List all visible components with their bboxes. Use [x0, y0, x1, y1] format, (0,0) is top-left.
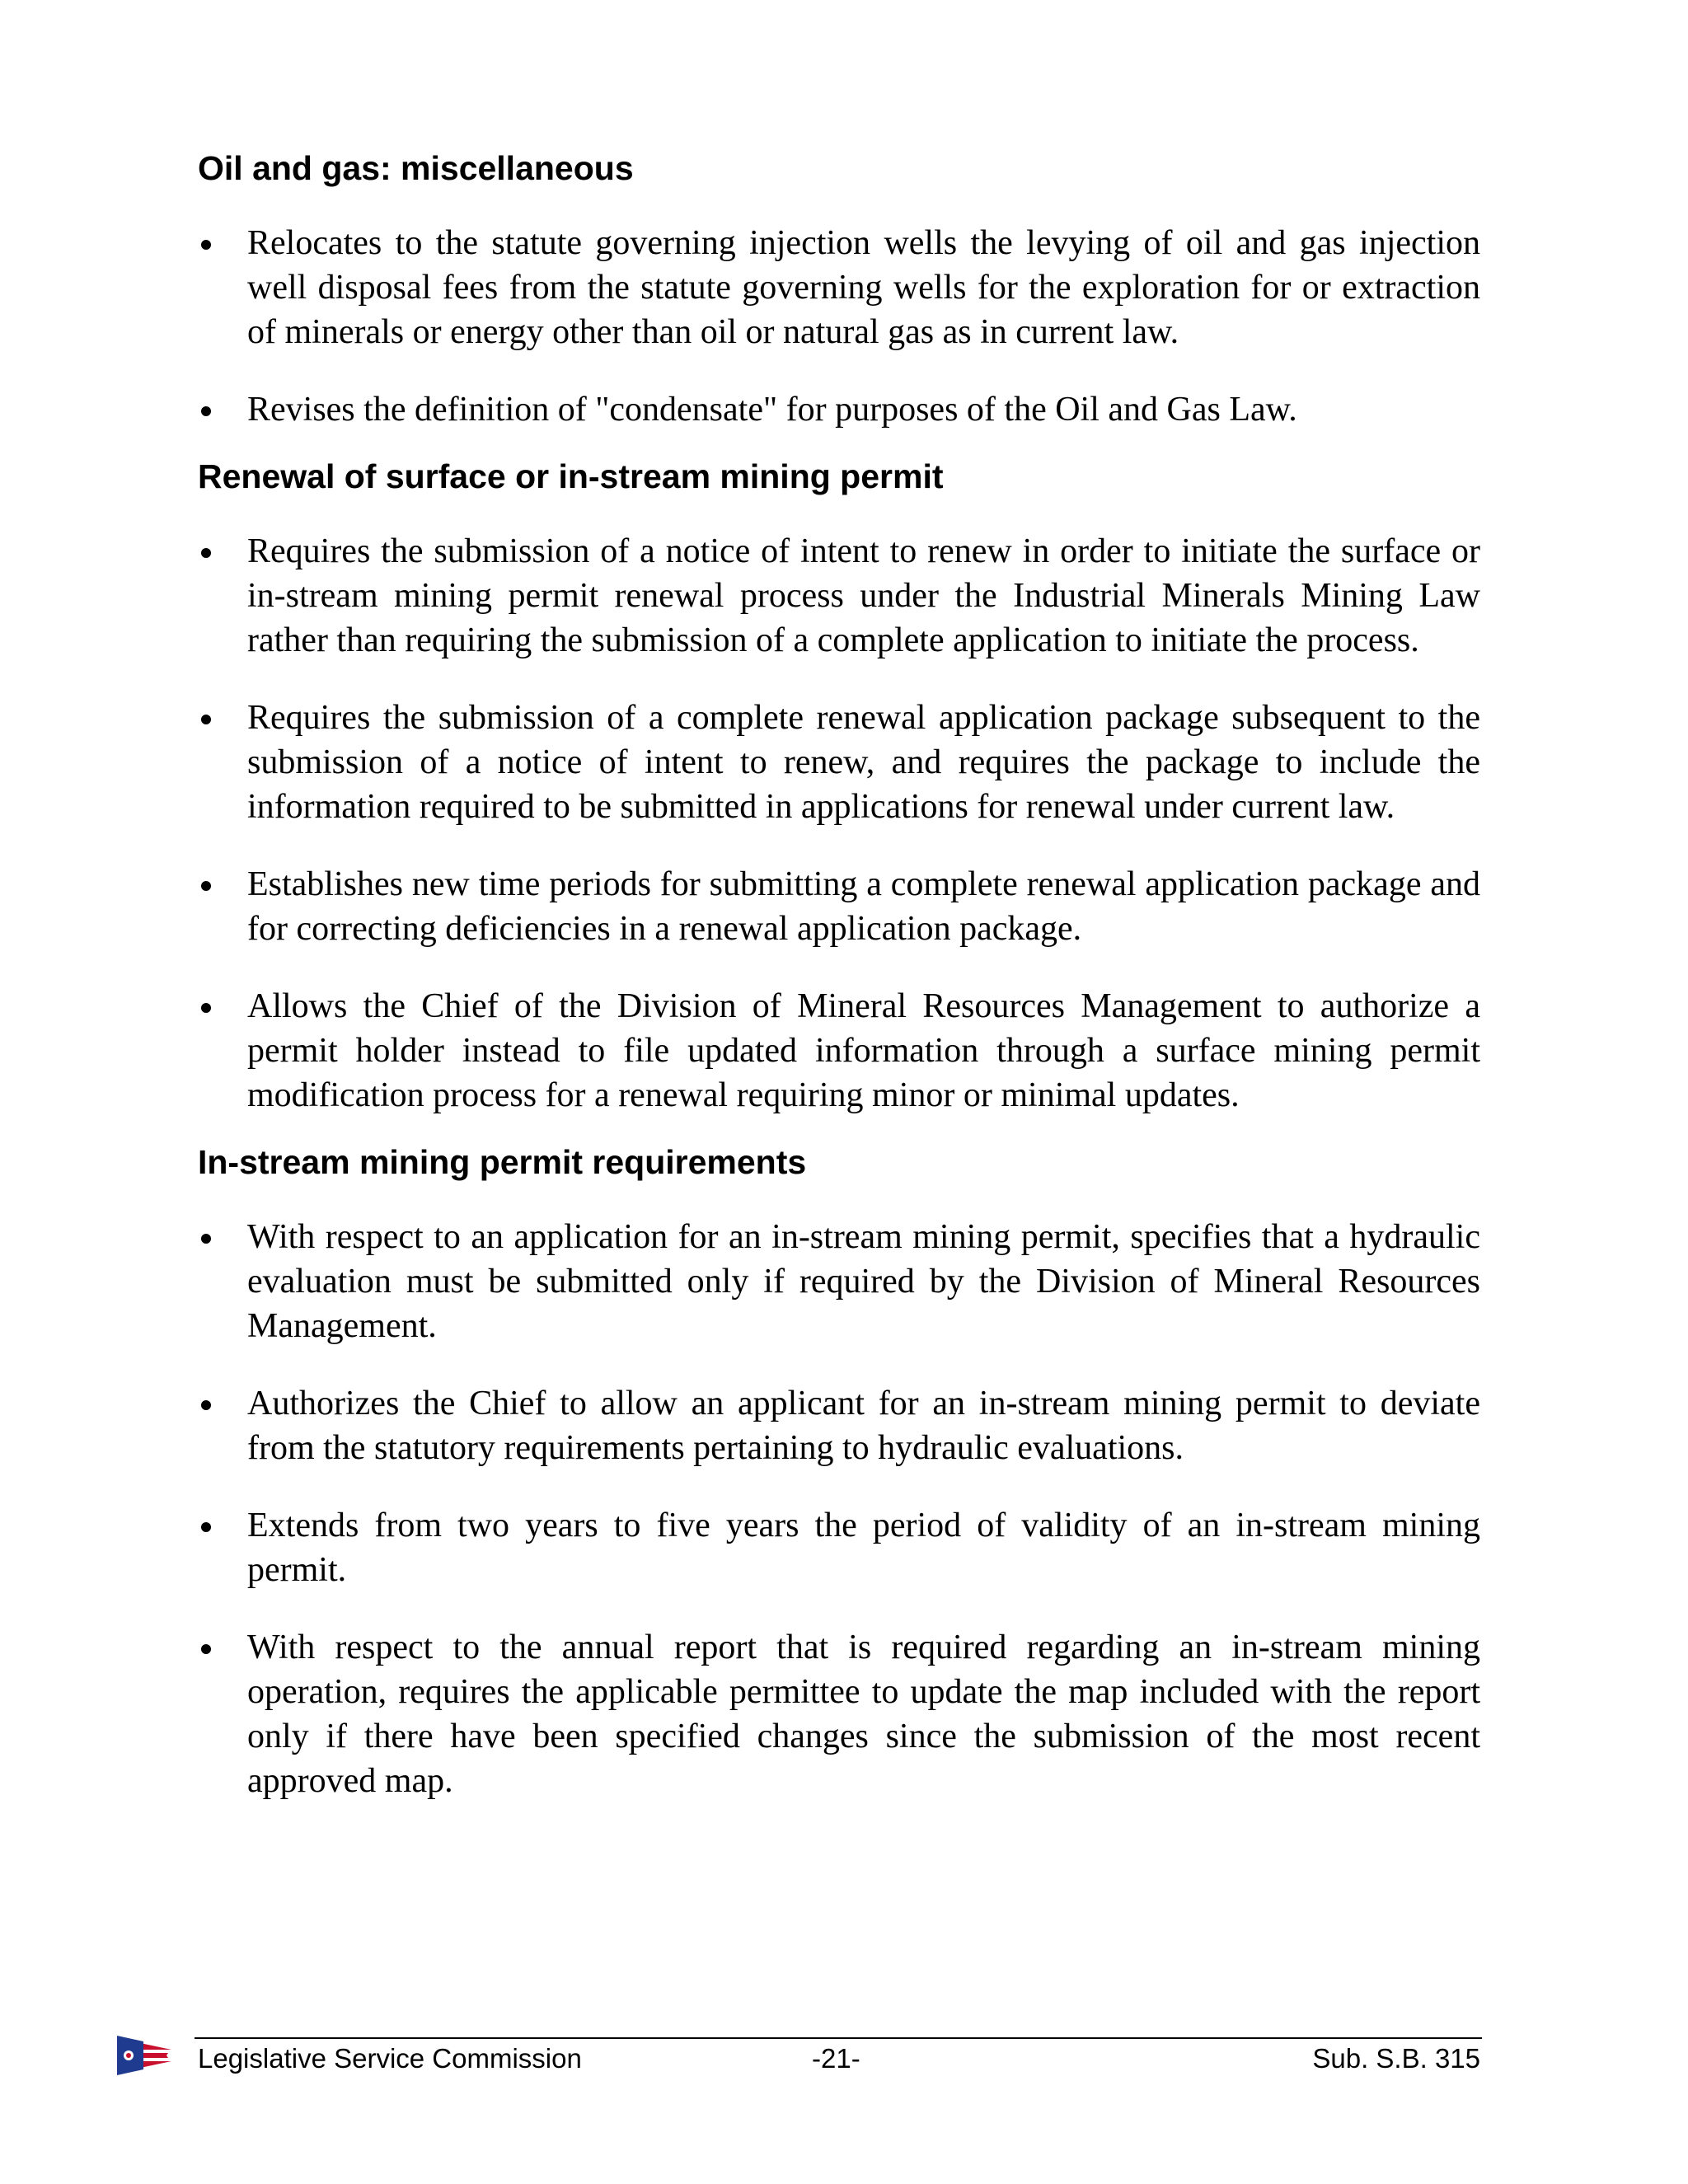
list-item — [198, 1503, 1480, 1592]
list-item-text: Extends from two years to five years the period of validity of an in-stream mining permit. — [247, 1507, 1480, 1589]
bullet-icon — [201, 406, 211, 416]
list-item-text: With respect to the annual report that is required regarding an in-stream mining operation, requires the applicable permittee to update the map included with the report only if there have been specified changes since the submission of the most recent approved map. — [247, 1629, 1480, 1800]
list-item — [198, 862, 1480, 951]
bullet-icon — [201, 1400, 211, 1410]
bullet-icon — [201, 240, 211, 250]
list-item — [198, 529, 1480, 663]
bullet-icon — [201, 881, 211, 891]
list-item-text: With respect to an application for an in-stream mining permit, specifies that a hydraulic evaluation must be submitted only if required by the Division of Mineral Resources Management. — [247, 1218, 1480, 1345]
bullet-list — [198, 221, 1480, 432]
list-item-text: Revises the definition of "condensate" for purposes of the Oil and Gas Law. — [247, 391, 1297, 429]
section-heading: Renewal of surface or in-stream mining permit — [198, 457, 944, 495]
list-item-text: Relocates to the statute governing injection wells the levying of oil and gas injection well disposal fees from the statute governing wells for the exploration for or extraction of minerals or energy other than oil or natural gas as in current law. — [247, 224, 1480, 351]
list-item-text: Establishes new time periods for submitting a complete renewal application package and for correcting deficiencies in a renewal application package. — [247, 865, 1480, 948]
bullet-list — [198, 529, 1480, 1118]
section-heading: In-stream mining permit requirements — [198, 1143, 807, 1181]
list-item — [198, 696, 1480, 829]
bullet-icon — [201, 548, 211, 558]
bullet-icon — [201, 1003, 211, 1013]
page-number: -21- — [812, 2043, 860, 2074]
list-item — [198, 1215, 1480, 1348]
list-item — [198, 387, 1480, 432]
flag-disc-center — [126, 2053, 131, 2058]
list-item-text: Authorizes the Chief to allow an applicant for an in-stream mining permit to deviate from the statutory requirements pertaining to hydraulic evaluations. — [247, 1385, 1480, 1467]
bullet-list — [198, 1215, 1480, 1803]
bullet-icon — [201, 1234, 211, 1244]
ohio-flag-icon — [117, 2036, 180, 2075]
section-heading: Oil and gas: miscellaneous — [198, 149, 634, 187]
list-item-text: Allows the Chief of the Division of Mineral Resources Management to authorize a permit holder instead to file updated information through a surface mining permit modification process for a renewal requiring minor or minimal updates. — [247, 987, 1480, 1114]
list-item — [198, 221, 1480, 354]
document-body — [198, 142, 1480, 1803]
list-item — [198, 1625, 1480, 1803]
bullet-icon — [201, 715, 211, 724]
footer-divider — [195, 2037, 1482, 2039]
list-item — [198, 984, 1480, 1118]
list-item-text: Requires the submission of a complete renewal application package subsequent to the submission of a notice of intent to renew, and requires the package to include the information required to be submitted in applications for renewal under current law. — [247, 699, 1480, 826]
footer-bill-id: Sub. S.B. 315 — [1312, 2043, 1480, 2074]
list-item — [198, 1381, 1480, 1470]
list-item-text: Requires the submission of a notice of intent to renew in order to initiate the surface or in-stream mining permit renewal process under the Industrial Minerals Mining Law rather than requiring the submission of a complete application to initiate the process. — [247, 532, 1480, 659]
bullet-icon — [201, 1644, 211, 1654]
bullet-icon — [201, 1522, 211, 1532]
footer-organization: Legislative Service Commission — [198, 2043, 582, 2074]
